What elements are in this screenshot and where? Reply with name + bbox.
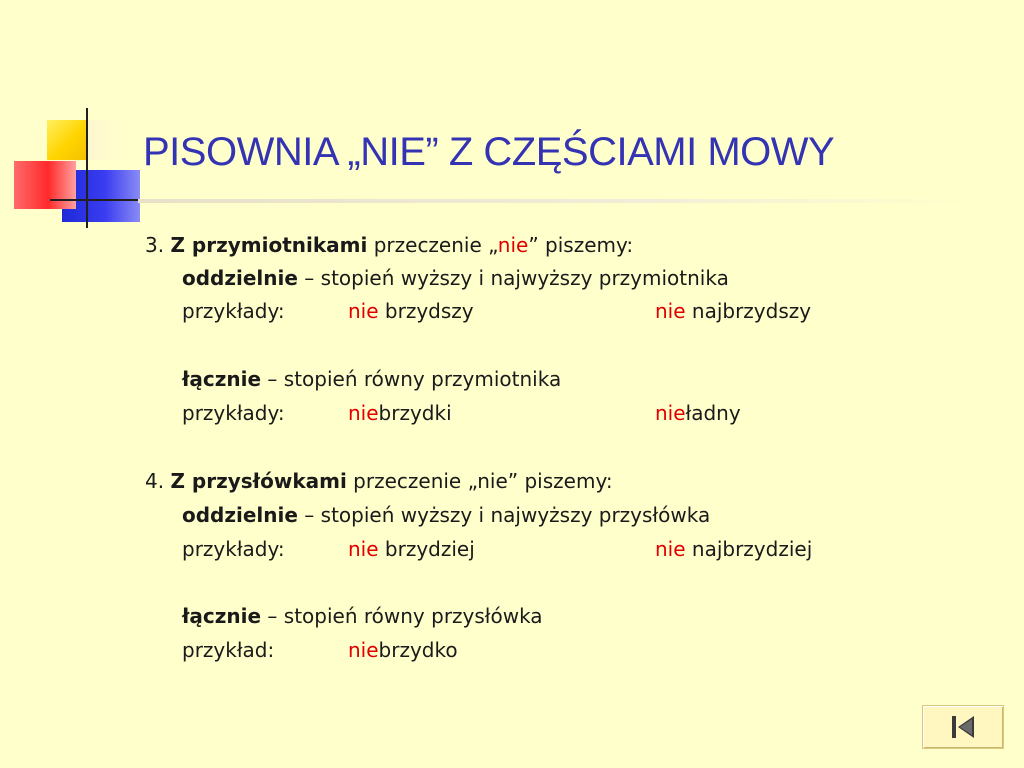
section3-heading-line: [145, 231, 633, 259]
section4-separate-desc: – stopień wyższy i najwyższy przysłówka: [297, 503, 711, 527]
section4-separate-example-2: [655, 535, 812, 563]
section3-separate-examples-label: przykłady:: [182, 299, 285, 323]
section4-separate-rule: [182, 501, 710, 529]
example-word: najbrzydziej: [685, 537, 813, 561]
section3-intro-b: ” piszemy:: [528, 233, 634, 257]
skip-to-first-icon: [950, 714, 976, 740]
example-nie: nie: [655, 537, 686, 561]
section3-separate-rule: [182, 264, 729, 292]
section4-separate-example-1: [348, 535, 475, 563]
example-word: brzydziej: [378, 537, 475, 561]
section4-number: 4.: [145, 469, 165, 493]
section3-separate-desc: – stopień wyższy i najwyższy przymiotnika: [297, 266, 729, 290]
section4-joint-term: łącznie: [182, 604, 262, 628]
section4-heading: Z przysłówkami: [170, 469, 347, 493]
example-nie: nie: [348, 638, 379, 662]
example-word: brzydki: [378, 401, 452, 425]
section3-intro-a: przeczenie „: [367, 233, 498, 257]
section3-joint-example-1: [348, 399, 452, 427]
example-word: brzydko: [378, 638, 458, 662]
section4-joint-example-1: [348, 636, 458, 664]
section3-joint-desc: – stopień równy przymiotnika: [261, 367, 562, 391]
example-word: ładny: [685, 401, 741, 425]
section3-number: 3.: [145, 233, 165, 257]
example-nie: nie: [655, 299, 686, 323]
section4-joint-examples-label: przykład:: [182, 638, 275, 662]
example-word: brzydszy: [378, 299, 474, 323]
section3-separate-term: oddzielnie: [182, 266, 298, 290]
slide-title: PISOWNIA „NIE” Z CZĘŚCIAMI MOWY: [143, 130, 835, 174]
example-word: najbrzydszy: [685, 299, 812, 323]
section3-joint-term: łącznie: [182, 367, 262, 391]
example-nie: nie: [348, 299, 379, 323]
section4-joint-desc: – stopień równy przysłówka: [261, 604, 543, 628]
section3-separate-example-2: [655, 297, 811, 325]
example-nie: nie: [655, 401, 686, 425]
example-nie: nie: [348, 537, 379, 561]
section4-separate-term: oddzielnie: [182, 503, 298, 527]
section3-heading: Z przymiotnikami: [170, 233, 368, 257]
section4-joint-rule: [182, 602, 543, 630]
section4-intro: przeczenie „nie” piszemy:: [346, 469, 613, 493]
section3-separate-example-1: [348, 297, 474, 325]
section3-joint-example-2: [655, 399, 741, 427]
section3-intro-nie: nie: [497, 233, 529, 257]
section4-separate-examples-label: przykłady:: [182, 537, 285, 561]
example-nie: nie: [348, 401, 379, 425]
section3-joint-rule: [182, 365, 561, 393]
section4-heading-line: [145, 467, 613, 495]
section3-joint-examples-label: przykłady:: [182, 401, 285, 425]
first-slide-button[interactable]: [922, 705, 1004, 749]
